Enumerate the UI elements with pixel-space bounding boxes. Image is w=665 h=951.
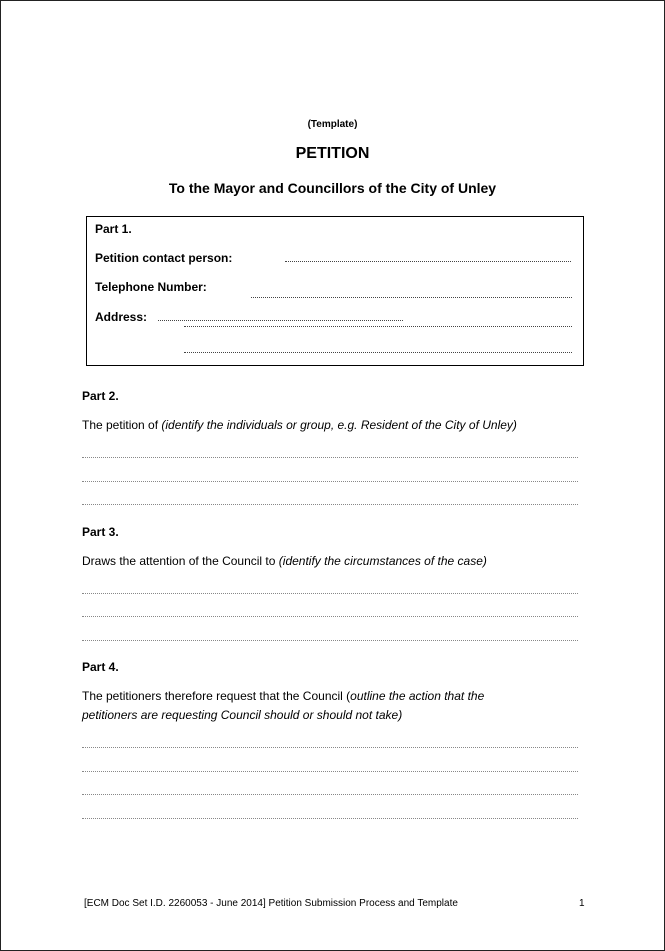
part4-heading: Part 4. [82,660,119,674]
footer-text: [ECM Doc Set I.D. 2260053 - June 2014] Petition Submission Process and Template [84,898,458,909]
part3-write-line-3[interactable] [82,640,578,641]
part2-write-line-3[interactable] [82,504,578,505]
part4-italic-2: petitioners are requesting Council should or should not take) [82,708,403,722]
contact-person-label: Petition contact person: [95,251,233,265]
part4-write-line-1[interactable] [82,747,578,748]
address-field-line-1[interactable] [158,320,403,321]
address-label: Address: [95,310,148,324]
part2-write-line-2[interactable] [82,481,578,482]
part3-instruction [82,554,487,568]
part4-text: The petitioners therefore request that the Council ( [82,689,351,703]
part3-italic: (identify the circumstances of the case) [278,554,487,568]
address-field-line-2[interactable] [184,326,572,327]
contact-person-field[interactable] [285,261,571,262]
part3-write-line-2[interactable] [82,616,578,617]
template-tag: (Template) [307,119,358,130]
part4-write-line-4[interactable] [82,818,578,819]
part1-heading: Part 1. [95,222,132,236]
part3-text: Draws the attention of the Council to [82,554,279,568]
part3-write-line-1[interactable] [82,593,578,594]
part2-italic: (identify the individuals or group, e.g. Resident of the City of Unley) [161,418,517,432]
telephone-field[interactable] [251,297,572,298]
part4-write-line-2[interactable] [82,771,578,772]
part2-text: The petition of [82,418,162,432]
part4-instruction-line-1 [82,689,484,703]
telephone-label: Telephone Number: [95,280,207,294]
part4-italic-1: outline the action that the [350,689,485,703]
page-subtitle: To the Mayor and Councillors of the City of Unley [168,180,497,196]
page-number: 1 [579,898,585,909]
part3-heading: Part 3. [82,525,119,539]
part4-write-line-3[interactable] [82,794,578,795]
part2-heading: Part 2. [82,389,119,403]
page-title: PETITION [295,145,370,162]
part2-instruction [82,418,517,432]
part2-write-line-1[interactable] [82,457,578,458]
part4-instruction-line-2 [82,708,402,722]
address-field-line-3[interactable] [184,352,572,353]
